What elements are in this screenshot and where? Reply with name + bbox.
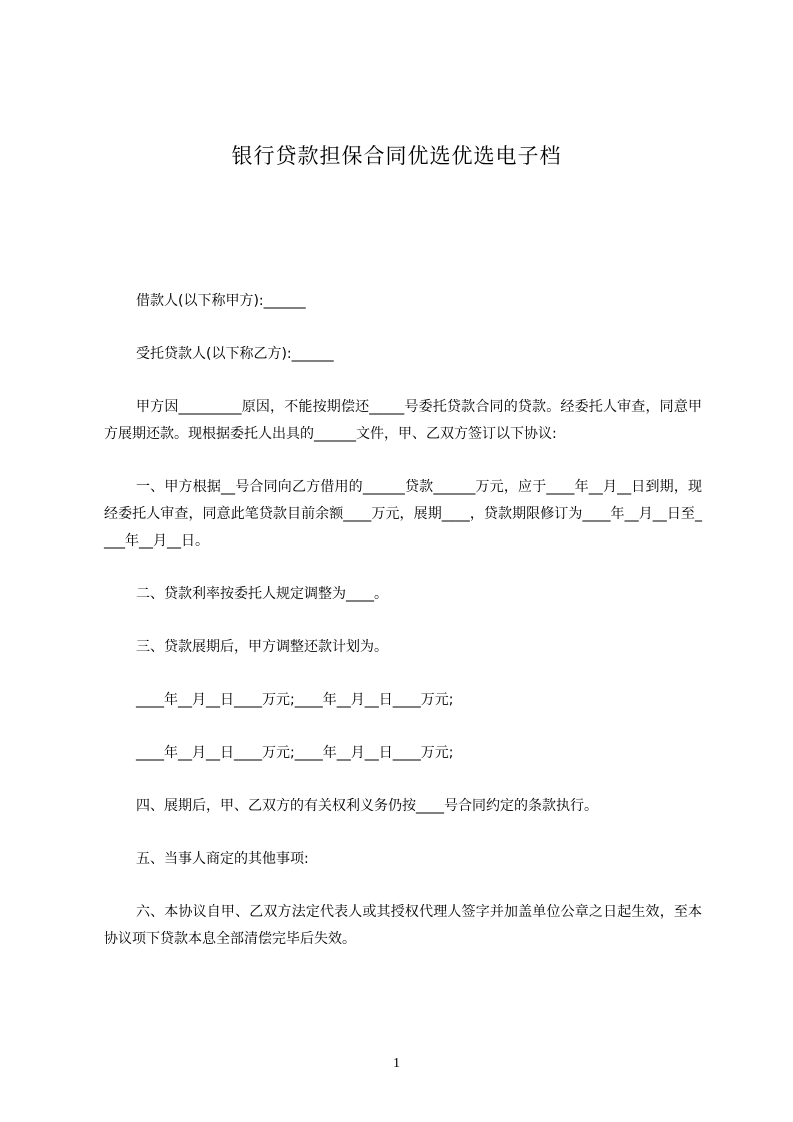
paragraph-preamble: 甲方因_________原因，不能按期偿还_____号委托贷款合同的贷款。经委托人审查，同意甲方展期还款。现根据委托人出具的______文件，甲、乙双方签订以下协议: [104,399,702,442]
paragraph-schedule-2: ____年__月__日____万元;____年__月__日____万元; [136,745,454,761]
paragraph-clause-2: 二、贷款利率按委托人规定调整为____。 [136,586,388,602]
paragraph-clause-3: 三、贷款展期后，甲方调整还款计划为。 [136,639,388,655]
document-body [104,288,702,979]
paragraph-clause-4: 四、展期后，甲、乙双方的有关权利义务仍按____号合同约定的条款执行。 [136,798,598,814]
paragraph-borrower: 借款人(以下称甲方):______ [136,293,306,309]
document-title: 银行贷款担保合同优选优选电子档 [231,144,562,168]
paragraph-clause-6: 六、本协议自甲、乙双方法定代表人或其授权代理人签字并加盖单位公章之日起生效，至本协议项下贷款本息全部清偿完毕后失效。 [104,904,702,947]
paragraph-schedule-1: ____年__月__日____万元;____年__月__日____万元; [136,692,454,708]
paragraph-lender: 受托贷款人(以下称乙方):______ [136,346,334,362]
paragraph-clause-1: 一、甲方根据__号合同向乙方借用的______贷款______万元，应于____年__月__日到期，现经委托人审查，同意此笔贷款目前余额____万元，展期____，贷款期限修订为____年__月__日至____年__月__日。 [104,479,702,549]
page-number: 1 [393,1056,400,1071]
paragraph-clause-5: 五、当事人商定的其他事项: [136,851,309,867]
